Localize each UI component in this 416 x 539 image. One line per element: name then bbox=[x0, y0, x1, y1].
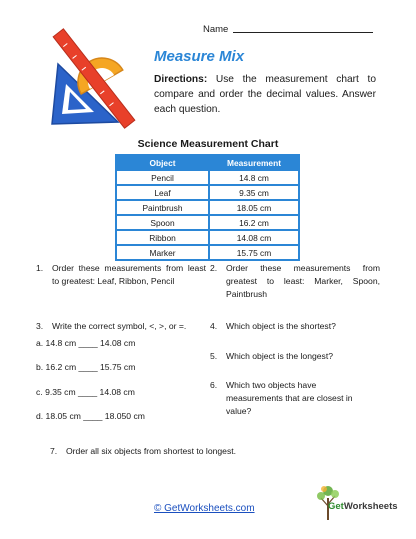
question-1 bbox=[36, 262, 206, 288]
chart-title: Science Measurement Chart bbox=[137, 138, 279, 150]
table-row bbox=[116, 230, 299, 245]
question-4 bbox=[210, 320, 380, 333]
directions-label: Directions: bbox=[154, 74, 208, 85]
directions-text bbox=[154, 72, 376, 117]
question-text: Which object is the longest? bbox=[226, 351, 334, 361]
question-3a: a. 14.8 cm ____ 14.08 cm bbox=[36, 338, 136, 348]
question-number: 3. bbox=[36, 321, 44, 331]
object-cell: Pencil bbox=[116, 170, 209, 185]
measurement-cell: 14.8 cm bbox=[209, 170, 299, 185]
question-3 bbox=[36, 320, 206, 333]
name-field[interactable] bbox=[203, 24, 373, 35]
column-header-measurement: Measurement bbox=[209, 155, 299, 170]
measurement-cell: 9.35 cm bbox=[209, 185, 299, 200]
question-number: 4. bbox=[210, 321, 218, 331]
question-text: Order these measurements from greatest to least: Marker, Spoon, Paintbrush bbox=[226, 263, 380, 300]
table-row bbox=[116, 200, 299, 215]
question-text: Order all six objects from shortest to longest. bbox=[66, 446, 237, 456]
name-label: Name bbox=[203, 24, 229, 35]
question-3d: d. 18.05 cm ____ 18.050 cm bbox=[36, 411, 145, 421]
table-row bbox=[116, 215, 299, 230]
question-7 bbox=[50, 445, 350, 458]
object-cell: Paintbrush bbox=[116, 200, 209, 215]
question-5 bbox=[210, 350, 380, 363]
measurement-cell: 16.2 cm bbox=[209, 215, 299, 230]
object-cell: Spoon bbox=[116, 215, 209, 230]
measurement-cell: 18.05 cm bbox=[209, 200, 299, 215]
object-cell: Leaf bbox=[116, 185, 209, 200]
question-text: Which object is the shortest? bbox=[226, 321, 336, 331]
brand-worksheets: Worksheets bbox=[343, 501, 398, 512]
question-number: 7. bbox=[50, 446, 58, 456]
table-row bbox=[116, 185, 299, 200]
question-number: 1. bbox=[36, 263, 44, 273]
question-number: 6. bbox=[210, 380, 218, 390]
question-2 bbox=[210, 262, 380, 302]
question-6 bbox=[210, 379, 368, 419]
brand-get: Get bbox=[328, 501, 344, 512]
question-number: 5. bbox=[210, 351, 218, 361]
name-blank-line[interactable] bbox=[233, 32, 373, 33]
object-cell: Marker bbox=[116, 245, 209, 260]
table-row bbox=[116, 245, 299, 260]
question-text: Write the correct symbol, <, >, or =. bbox=[52, 321, 187, 331]
table-header-row bbox=[116, 155, 299, 170]
question-number: 2. bbox=[210, 263, 218, 273]
measuring-tools-icon bbox=[40, 24, 150, 134]
question-text: Order these measurements from least to greatest: Leaf, Ribbon, Pencil bbox=[52, 263, 206, 287]
question-3c: c. 9.35 cm ____ 14.08 cm bbox=[36, 387, 135, 397]
table-row bbox=[116, 170, 299, 185]
column-header-object: Object bbox=[116, 155, 209, 170]
object-cell: Ribbon bbox=[116, 230, 209, 245]
getworksheets-link[interactable]: © GetWorksheets.com bbox=[154, 503, 255, 514]
brand-wordmark bbox=[328, 501, 398, 512]
question-text: Which two objects have measurements that are closest in value? bbox=[226, 380, 353, 417]
directions-body: Use the measurement chart to compare and order the decimal values. Answer each question. bbox=[154, 74, 376, 115]
question-3b: b. 16.2 cm ____ 15.75 cm bbox=[36, 362, 136, 372]
measurement-cell: 14.08 cm bbox=[209, 230, 299, 245]
measurement-table bbox=[115, 154, 300, 261]
worksheet-title: Measure Mix bbox=[154, 48, 245, 65]
measurement-cell: 15.75 cm bbox=[209, 245, 299, 260]
